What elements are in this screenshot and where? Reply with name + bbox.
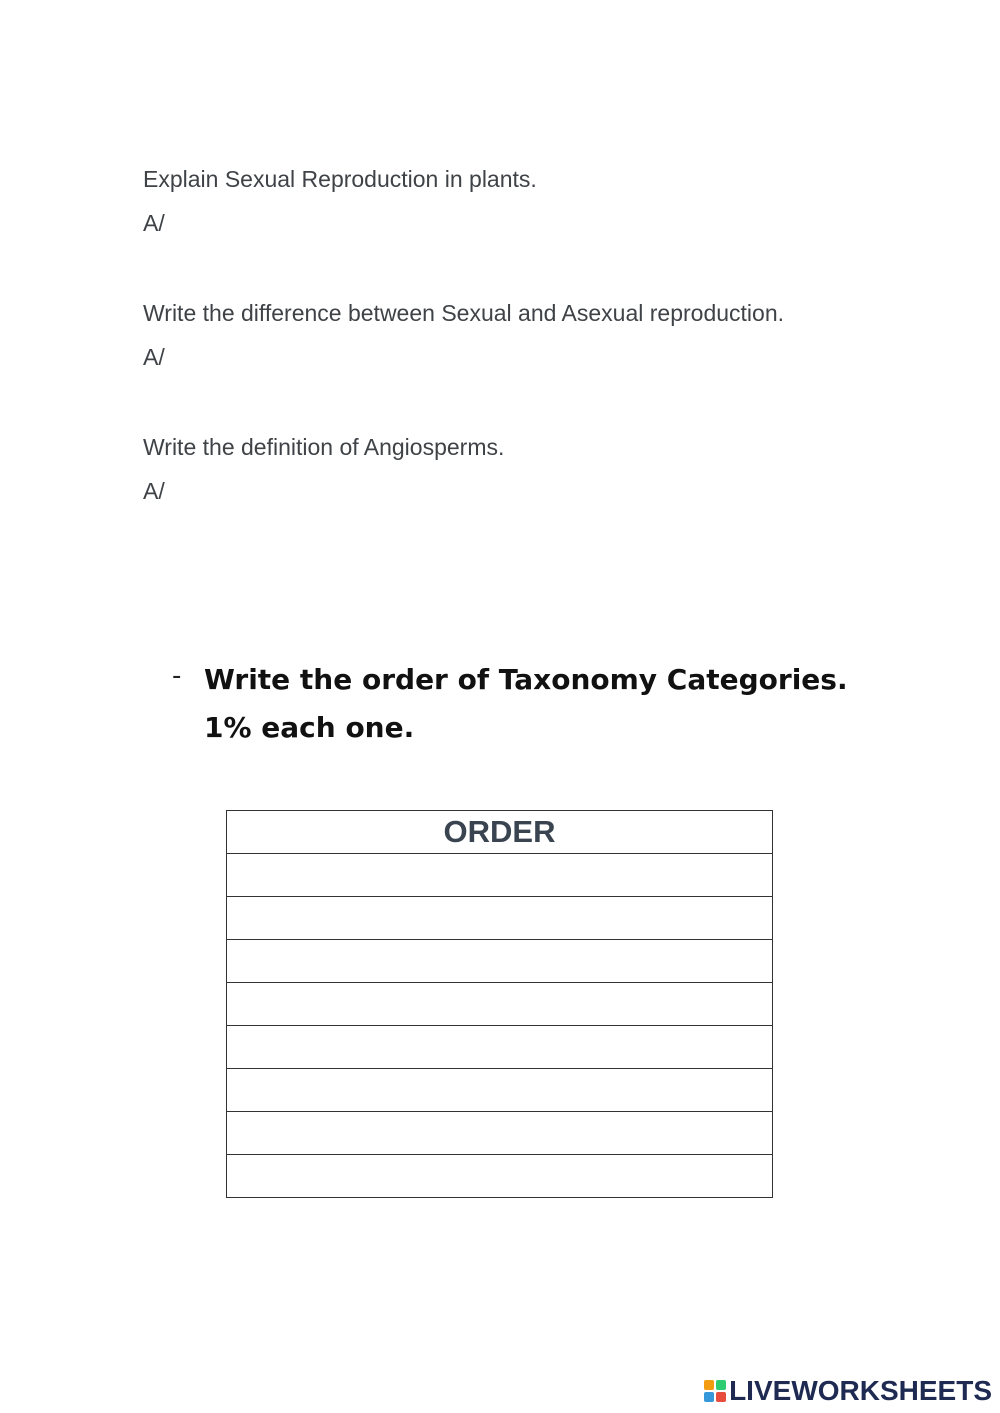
liveworksheets-logo — [704, 1375, 992, 1407]
question-3-prompt: Write the definition of Angiosperms. — [143, 434, 505, 460]
task-instruction — [204, 656, 924, 752]
order-row-5 — [227, 1026, 773, 1069]
order-row-1 — [227, 854, 773, 897]
task-bullet: - — [172, 661, 182, 691]
order-row-8 — [227, 1155, 773, 1198]
question-3-answer-label: A/ — [143, 478, 165, 504]
liveworksheets-logo-icon — [704, 1380, 726, 1402]
order-row-6 — [227, 1069, 773, 1112]
order-answer-input-3[interactable] — [227, 940, 772, 982]
order-row-2 — [227, 897, 773, 940]
question-2-prompt: Write the difference between Sexual and Asexual reproduction. — [143, 300, 785, 326]
question-1-answer-label: A/ — [143, 210, 165, 236]
order-answer-input-6[interactable] — [227, 1069, 772, 1111]
order-row-7 — [227, 1112, 773, 1155]
question-2-answer-label: A/ — [143, 344, 165, 370]
order-answer-input-1[interactable] — [227, 854, 772, 896]
task-instruction-line-1: Write the order of Taxonomy Categories. — [204, 663, 848, 696]
order-answer-input-8[interactable] — [227, 1155, 772, 1197]
order-row-3 — [227, 940, 773, 983]
order-answer-input-7[interactable] — [227, 1112, 772, 1154]
order-answer-input-4[interactable] — [227, 983, 772, 1025]
order-table-header: ORDER — [227, 811, 773, 854]
order-answer-input-2[interactable] — [227, 897, 772, 939]
order-row-4 — [227, 983, 773, 1026]
order-table — [226, 810, 773, 1198]
liveworksheets-logo-text: LIVEWORKSHEETS — [729, 1375, 992, 1406]
task-instruction-line-2: 1% each one. — [204, 711, 415, 744]
question-1-prompt: Explain Sexual Reproduction in plants. — [143, 166, 537, 192]
order-answer-input-5[interactable] — [227, 1026, 772, 1068]
